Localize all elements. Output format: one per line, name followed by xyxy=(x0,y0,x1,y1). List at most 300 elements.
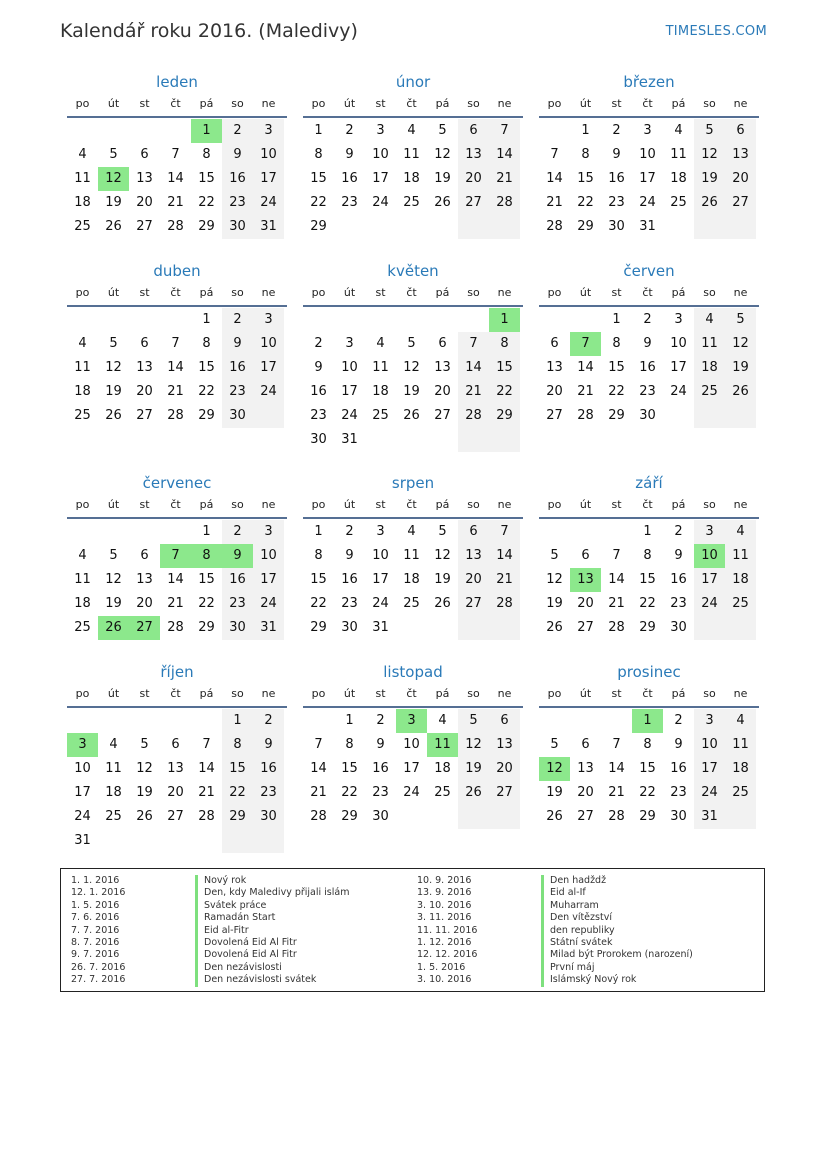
day-cell[interactable]: 1 xyxy=(202,312,211,327)
day-cell[interactable]: 10 xyxy=(670,336,687,351)
day-cell[interactable]: 2 xyxy=(674,524,683,539)
day-cell[interactable]: 2 xyxy=(345,123,354,138)
day-cell[interactable]: 31 xyxy=(372,620,389,635)
day-cell[interactable]: 16 xyxy=(341,171,358,186)
day-cell[interactable]: 27 xyxy=(546,408,563,423)
day-cell[interactable]: 27 xyxy=(136,219,153,234)
day-cell[interactable]: 22 xyxy=(222,781,253,805)
day-cell[interactable]: 18 xyxy=(105,785,122,800)
day-cell[interactable]: 2 xyxy=(643,312,652,327)
day-cell[interactable]: 4 xyxy=(407,123,416,138)
day-cell[interactable]: 1 xyxy=(345,713,354,728)
day-cell[interactable]: 21 xyxy=(489,568,520,592)
day-cell[interactable]: 21 xyxy=(198,785,215,800)
day-cell[interactable]: 15 xyxy=(639,761,656,776)
day-cell[interactable]: 10 xyxy=(341,360,358,375)
day-cell[interactable]: 26 xyxy=(98,616,129,640)
day-cell[interactable]: 13 xyxy=(136,171,153,186)
day-cell[interactable]: 13 xyxy=(577,761,594,776)
day-cell[interactable]: 8 xyxy=(314,548,323,563)
day-cell[interactable]: 21 xyxy=(608,596,625,611)
day-cell[interactable]: 20 xyxy=(434,384,451,399)
day-cell[interactable]: 20 xyxy=(136,384,153,399)
day-cell[interactable]: 23 xyxy=(670,596,687,611)
day-cell[interactable]: 7 xyxy=(458,332,489,356)
day-cell[interactable]: 1 xyxy=(581,123,590,138)
day-cell[interactable]: 21 xyxy=(310,785,327,800)
day-cell[interactable]: 3 xyxy=(345,336,354,351)
day-cell[interactable]: 24 xyxy=(253,380,284,404)
day-cell[interactable]: 4 xyxy=(78,548,87,563)
day-cell[interactable]: 15 xyxy=(608,360,625,375)
day-cell[interactable]: 26 xyxy=(725,380,756,404)
day-cell[interactable]: 22 xyxy=(577,195,594,210)
day-cell[interactable]: 20 xyxy=(136,596,153,611)
day-cell[interactable]: 14 xyxy=(489,544,520,568)
day-cell[interactable]: 3 xyxy=(643,123,652,138)
day-cell[interactable]: 26 xyxy=(136,809,153,824)
day-cell[interactable]: 7 xyxy=(314,737,323,752)
day-cell[interactable]: 25 xyxy=(725,781,756,805)
day-cell[interactable]: 25 xyxy=(372,408,389,423)
day-cell[interactable]: 31 xyxy=(253,215,284,239)
day-cell[interactable]: 2 xyxy=(674,713,683,728)
day-cell[interactable]: 5 xyxy=(109,147,118,162)
day-cell[interactable]: 3 xyxy=(67,733,98,757)
day-cell[interactable]: 18 xyxy=(725,568,756,592)
day-cell[interactable]: 29 xyxy=(608,408,625,423)
day-cell[interactable]: 24 xyxy=(639,195,656,210)
day-cell[interactable]: 28 xyxy=(310,809,327,824)
day-cell[interactable]: 17 xyxy=(341,384,358,399)
day-cell[interactable]: 3 xyxy=(376,123,385,138)
day-cell[interactable]: 5 xyxy=(140,737,149,752)
day-cell[interactable]: 26 xyxy=(546,620,563,635)
day-cell[interactable]: 3 xyxy=(376,524,385,539)
day-cell[interactable]: 28 xyxy=(608,620,625,635)
day-cell[interactable]: 25 xyxy=(403,195,420,210)
day-cell[interactable]: 28 xyxy=(167,620,184,635)
day-cell[interactable]: 29 xyxy=(639,620,656,635)
day-cell[interactable]: 6 xyxy=(458,520,489,544)
day-cell[interactable]: 11 xyxy=(74,171,91,186)
day-cell[interactable]: 14 xyxy=(489,143,520,167)
day-cell[interactable]: 16 xyxy=(222,167,253,191)
day-cell[interactable]: 6 xyxy=(140,147,149,162)
day-cell[interactable]: 29 xyxy=(198,620,215,635)
day-cell[interactable]: 15 xyxy=(341,761,358,776)
day-cell[interactable]: 23 xyxy=(222,380,253,404)
day-cell[interactable]: 5 xyxy=(725,308,756,332)
day-cell[interactable]: 23 xyxy=(639,384,656,399)
day-cell[interactable]: 16 xyxy=(253,757,284,781)
day-cell[interactable]: 3 xyxy=(253,520,284,544)
day-cell[interactable]: 24 xyxy=(341,408,358,423)
day-cell[interactable]: 7 xyxy=(171,336,180,351)
day-cell[interactable]: 6 xyxy=(489,709,520,733)
day-cell[interactable]: 30 xyxy=(341,620,358,635)
day-cell[interactable]: 22 xyxy=(310,596,327,611)
day-cell[interactable]: 14 xyxy=(167,171,184,186)
day-cell[interactable]: 3 xyxy=(253,119,284,143)
day-cell[interactable]: 24 xyxy=(372,195,389,210)
day-cell[interactable]: 12 xyxy=(105,572,122,587)
day-cell[interactable]: 20 xyxy=(458,568,489,592)
day-cell[interactable]: 16 xyxy=(222,356,253,380)
day-cell[interactable]: 16 xyxy=(372,761,389,776)
brand-link[interactable]: TIMESLES.COM xyxy=(665,24,767,39)
day-cell[interactable]: 2 xyxy=(253,709,284,733)
day-cell[interactable]: 30 xyxy=(222,616,253,640)
day-cell[interactable]: 25 xyxy=(725,592,756,616)
day-cell[interactable]: 26 xyxy=(434,596,451,611)
day-cell[interactable]: 10 xyxy=(694,733,725,757)
day-cell[interactable]: 28 xyxy=(546,219,563,234)
day-cell[interactable]: 10 xyxy=(639,147,656,162)
day-cell[interactable]: 9 xyxy=(345,548,354,563)
day-cell[interactable]: 2 xyxy=(222,119,253,143)
day-cell[interactable]: 22 xyxy=(639,596,656,611)
day-cell[interactable]: 18 xyxy=(725,757,756,781)
day-cell[interactable]: 9 xyxy=(643,336,652,351)
day-cell[interactable]: 20 xyxy=(458,167,489,191)
day-cell[interactable]: 29 xyxy=(198,408,215,423)
day-cell[interactable]: 17 xyxy=(403,761,420,776)
day-cell[interactable]: 27 xyxy=(577,809,594,824)
day-cell[interactable]: 10 xyxy=(253,143,284,167)
day-cell[interactable]: 19 xyxy=(403,384,420,399)
day-cell[interactable]: 3 xyxy=(674,312,683,327)
day-cell[interactable]: 4 xyxy=(674,123,683,138)
day-cell[interactable]: 25 xyxy=(670,195,687,210)
day-cell[interactable]: 9 xyxy=(253,733,284,757)
day-cell[interactable]: 26 xyxy=(403,408,420,423)
day-cell[interactable]: 12 xyxy=(105,360,122,375)
day-cell[interactable]: 29 xyxy=(341,809,358,824)
day-cell[interactable]: 23 xyxy=(372,785,389,800)
day-cell[interactable]: 25 xyxy=(105,809,122,824)
day-cell[interactable]: 10 xyxy=(253,332,284,356)
day-cell[interactable]: 19 xyxy=(458,757,489,781)
day-cell[interactable]: 8 xyxy=(581,147,590,162)
day-cell[interactable]: 15 xyxy=(198,171,215,186)
day-cell[interactable]: 5 xyxy=(694,119,725,143)
day-cell[interactable]: 11 xyxy=(694,332,725,356)
day-cell[interactable]: 20 xyxy=(577,596,594,611)
day-cell[interactable]: 16 xyxy=(310,384,327,399)
day-cell[interactable]: 7 xyxy=(570,332,601,356)
day-cell[interactable]: 23 xyxy=(310,408,327,423)
day-cell[interactable]: 16 xyxy=(608,171,625,186)
day-cell[interactable]: 7 xyxy=(160,544,191,568)
day-cell[interactable]: 7 xyxy=(171,147,180,162)
day-cell[interactable]: 17 xyxy=(694,568,725,592)
day-cell[interactable]: 9 xyxy=(314,360,323,375)
day-cell[interactable]: 26 xyxy=(458,781,489,805)
day-cell[interactable]: 15 xyxy=(310,171,327,186)
day-cell[interactable]: 1 xyxy=(191,119,222,143)
day-cell[interactable]: 17 xyxy=(372,572,389,587)
day-cell[interactable]: 17 xyxy=(253,356,284,380)
day-cell[interactable]: 21 xyxy=(489,167,520,191)
day-cell[interactable]: 27 xyxy=(489,781,520,805)
day-cell[interactable]: 19 xyxy=(694,167,725,191)
day-cell[interactable]: 17 xyxy=(694,757,725,781)
day-cell[interactable]: 29 xyxy=(489,404,520,428)
day-cell[interactable]: 6 xyxy=(581,548,590,563)
day-cell[interactable]: 30 xyxy=(222,404,253,428)
day-cell[interactable]: 19 xyxy=(434,171,451,186)
day-cell[interactable]: 11 xyxy=(725,544,756,568)
day-cell[interactable]: 23 xyxy=(222,592,253,616)
day-cell[interactable]: 6 xyxy=(171,737,180,752)
day-cell[interactable]: 21 xyxy=(167,596,184,611)
day-cell[interactable]: 26 xyxy=(105,219,122,234)
day-cell[interactable]: 19 xyxy=(136,785,153,800)
day-cell[interactable]: 2 xyxy=(222,520,253,544)
day-cell[interactable]: 11 xyxy=(372,360,389,375)
day-cell[interactable]: 14 xyxy=(167,572,184,587)
day-cell[interactable]: 1 xyxy=(222,709,253,733)
day-cell[interactable]: 24 xyxy=(253,592,284,616)
day-cell[interactable]: 19 xyxy=(105,195,122,210)
day-cell[interactable]: 4 xyxy=(109,737,118,752)
day-cell[interactable]: 14 xyxy=(608,572,625,587)
day-cell[interactable]: 3 xyxy=(396,709,427,733)
day-cell[interactable]: 7 xyxy=(612,548,621,563)
day-cell[interactable]: 27 xyxy=(434,408,451,423)
day-cell[interactable]: 17 xyxy=(372,171,389,186)
day-cell[interactable]: 2 xyxy=(222,308,253,332)
day-cell[interactable]: 17 xyxy=(74,785,91,800)
day-cell[interactable]: 27 xyxy=(167,809,184,824)
day-cell[interactable]: 28 xyxy=(167,408,184,423)
day-cell[interactable]: 25 xyxy=(74,408,91,423)
day-cell[interactable]: 14 xyxy=(608,761,625,776)
day-cell[interactable]: 1 xyxy=(489,308,520,332)
day-cell[interactable]: 16 xyxy=(670,572,687,587)
day-cell[interactable]: 8 xyxy=(489,332,520,356)
day-cell[interactable]: 10 xyxy=(253,544,284,568)
day-cell[interactable]: 16 xyxy=(670,761,687,776)
day-cell[interactable]: 7 xyxy=(202,737,211,752)
day-cell[interactable]: 12 xyxy=(546,572,563,587)
day-cell[interactable]: 27 xyxy=(458,592,489,616)
day-cell[interactable]: 18 xyxy=(372,384,389,399)
day-cell[interactable]: 23 xyxy=(253,781,284,805)
day-cell[interactable]: 10 xyxy=(372,147,389,162)
day-cell[interactable]: 20 xyxy=(546,384,563,399)
day-cell[interactable]: 15 xyxy=(198,572,215,587)
day-cell[interactable]: 24 xyxy=(74,809,91,824)
day-cell[interactable]: 22 xyxy=(310,195,327,210)
day-cell[interactable]: 13 xyxy=(136,360,153,375)
day-cell[interactable]: 6 xyxy=(458,119,489,143)
day-cell[interactable]: 18 xyxy=(74,384,91,399)
day-cell[interactable]: 9 xyxy=(376,737,385,752)
day-cell[interactable]: 18 xyxy=(74,596,91,611)
day-cell[interactable]: 30 xyxy=(253,805,284,829)
day-cell[interactable]: 27 xyxy=(129,616,160,640)
day-cell[interactable]: 25 xyxy=(434,785,451,800)
day-cell[interactable]: 13 xyxy=(434,360,451,375)
day-cell[interactable]: 7 xyxy=(489,520,520,544)
day-cell[interactable]: 6 xyxy=(550,336,559,351)
day-cell[interactable]: 1 xyxy=(202,524,211,539)
day-cell[interactable]: 26 xyxy=(694,191,725,215)
day-cell[interactable]: 23 xyxy=(341,596,358,611)
day-cell[interactable]: 29 xyxy=(222,805,253,829)
day-cell[interactable]: 15 xyxy=(198,360,215,375)
day-cell[interactable]: 11 xyxy=(670,147,687,162)
day-cell[interactable]: 18 xyxy=(403,171,420,186)
day-cell[interactable]: 13 xyxy=(458,143,489,167)
day-cell[interactable]: 30 xyxy=(372,809,389,824)
day-cell[interactable]: 12 xyxy=(403,360,420,375)
day-cell[interactable]: 22 xyxy=(341,785,358,800)
day-cell[interactable]: 19 xyxy=(546,596,563,611)
day-cell[interactable]: 22 xyxy=(639,785,656,800)
day-cell[interactable]: 21 xyxy=(167,195,184,210)
day-cell[interactable]: 25 xyxy=(403,596,420,611)
day-cell[interactable]: 9 xyxy=(345,147,354,162)
day-cell[interactable]: 29 xyxy=(577,219,594,234)
day-cell[interactable]: 24 xyxy=(253,191,284,215)
day-cell[interactable]: 30 xyxy=(639,408,656,423)
day-cell[interactable]: 8 xyxy=(191,544,222,568)
day-cell[interactable]: 9 xyxy=(612,147,621,162)
day-cell[interactable]: 19 xyxy=(546,785,563,800)
day-cell[interactable]: 11 xyxy=(725,733,756,757)
day-cell[interactable]: 8 xyxy=(222,733,253,757)
day-cell[interactable]: 29 xyxy=(310,620,327,635)
day-cell[interactable]: 4 xyxy=(407,524,416,539)
day-cell[interactable]: 22 xyxy=(198,384,215,399)
day-cell[interactable]: 13 xyxy=(458,544,489,568)
day-cell[interactable]: 8 xyxy=(202,336,211,351)
day-cell[interactable]: 15 xyxy=(222,757,253,781)
day-cell[interactable]: 20 xyxy=(725,167,756,191)
day-cell[interactable]: 19 xyxy=(105,596,122,611)
day-cell[interactable]: 28 xyxy=(608,809,625,824)
day-cell[interactable]: 28 xyxy=(167,219,184,234)
day-cell[interactable]: 21 xyxy=(577,384,594,399)
day-cell[interactable]: 15 xyxy=(577,171,594,186)
day-cell[interactable]: 7 xyxy=(612,737,621,752)
day-cell[interactable]: 31 xyxy=(74,833,91,848)
day-cell[interactable]: 3 xyxy=(694,520,725,544)
day-cell[interactable]: 6 xyxy=(140,336,149,351)
day-cell[interactable]: 23 xyxy=(670,785,687,800)
day-cell[interactable]: 3 xyxy=(253,308,284,332)
day-cell[interactable]: 8 xyxy=(202,147,211,162)
day-cell[interactable]: 11 xyxy=(427,733,458,757)
day-cell[interactable]: 28 xyxy=(489,592,520,616)
day-cell[interactable]: 16 xyxy=(341,572,358,587)
day-cell[interactable]: 28 xyxy=(198,809,215,824)
day-cell[interactable]: 3 xyxy=(694,709,725,733)
day-cell[interactable]: 5 xyxy=(407,336,416,351)
day-cell[interactable]: 25 xyxy=(74,620,91,635)
day-cell[interactable]: 7 xyxy=(550,147,559,162)
day-cell[interactable]: 12 xyxy=(725,332,756,356)
day-cell[interactable]: 24 xyxy=(403,785,420,800)
day-cell[interactable]: 14 xyxy=(577,360,594,375)
day-cell[interactable]: 1 xyxy=(643,524,652,539)
day-cell[interactable]: 27 xyxy=(725,191,756,215)
day-cell[interactable]: 5 xyxy=(109,548,118,563)
day-cell[interactable]: 12 xyxy=(434,548,451,563)
day-cell[interactable]: 19 xyxy=(725,356,756,380)
day-cell[interactable]: 8 xyxy=(345,737,354,752)
day-cell[interactable]: 14 xyxy=(458,356,489,380)
day-cell[interactable]: 17 xyxy=(253,167,284,191)
day-cell[interactable]: 8 xyxy=(643,737,652,752)
day-cell[interactable]: 11 xyxy=(105,761,122,776)
day-cell[interactable]: 18 xyxy=(694,356,725,380)
day-cell[interactable]: 9 xyxy=(222,544,253,568)
day-cell[interactable]: 18 xyxy=(434,761,451,776)
day-cell[interactable]: 12 xyxy=(539,757,570,781)
day-cell[interactable]: 8 xyxy=(314,147,323,162)
day-cell[interactable]: 10 xyxy=(74,761,91,776)
day-cell[interactable]: 21 xyxy=(458,380,489,404)
day-cell[interactable]: 25 xyxy=(694,380,725,404)
day-cell[interactable]: 30 xyxy=(670,620,687,635)
day-cell[interactable]: 9 xyxy=(674,548,683,563)
day-cell[interactable]: 4 xyxy=(725,709,756,733)
day-cell[interactable]: 15 xyxy=(489,356,520,380)
day-cell[interactable]: 31 xyxy=(341,432,358,447)
day-cell[interactable]: 13 xyxy=(546,360,563,375)
day-cell[interactable]: 29 xyxy=(198,219,215,234)
day-cell[interactable]: 30 xyxy=(310,432,327,447)
day-cell[interactable]: 14 xyxy=(310,761,327,776)
day-cell[interactable]: 27 xyxy=(136,408,153,423)
day-cell[interactable]: 5 xyxy=(438,123,447,138)
day-cell[interactable]: 2 xyxy=(345,524,354,539)
day-cell[interactable]: 31 xyxy=(639,219,656,234)
day-cell[interactable]: 20 xyxy=(167,785,184,800)
day-cell[interactable]: 26 xyxy=(546,809,563,824)
day-cell[interactable]: 4 xyxy=(78,336,87,351)
day-cell[interactable]: 4 xyxy=(376,336,385,351)
day-cell[interactable]: 22 xyxy=(489,380,520,404)
day-cell[interactable]: 16 xyxy=(222,568,253,592)
day-cell[interactable]: 22 xyxy=(198,596,215,611)
day-cell[interactable]: 1 xyxy=(612,312,621,327)
day-cell[interactable]: 22 xyxy=(608,384,625,399)
day-cell[interactable]: 5 xyxy=(550,548,559,563)
day-cell[interactable]: 6 xyxy=(725,119,756,143)
day-cell[interactable]: 31 xyxy=(694,805,725,829)
day-cell[interactable]: 8 xyxy=(612,336,621,351)
day-cell[interactable]: 18 xyxy=(670,171,687,186)
day-cell[interactable]: 24 xyxy=(694,592,725,616)
day-cell[interactable]: 10 xyxy=(403,737,420,752)
day-cell[interactable]: 12 xyxy=(136,761,153,776)
day-cell[interactable]: 27 xyxy=(577,620,594,635)
day-cell[interactable]: 5 xyxy=(550,737,559,752)
day-cell[interactable]: 17 xyxy=(253,568,284,592)
day-cell[interactable]: 1 xyxy=(314,524,323,539)
day-cell[interactable]: 4 xyxy=(694,308,725,332)
day-cell[interactable]: 28 xyxy=(577,408,594,423)
day-cell[interactable]: 29 xyxy=(639,809,656,824)
day-cell[interactable]: 22 xyxy=(198,195,215,210)
day-cell[interactable]: 17 xyxy=(639,171,656,186)
day-cell[interactable]: 11 xyxy=(403,147,420,162)
